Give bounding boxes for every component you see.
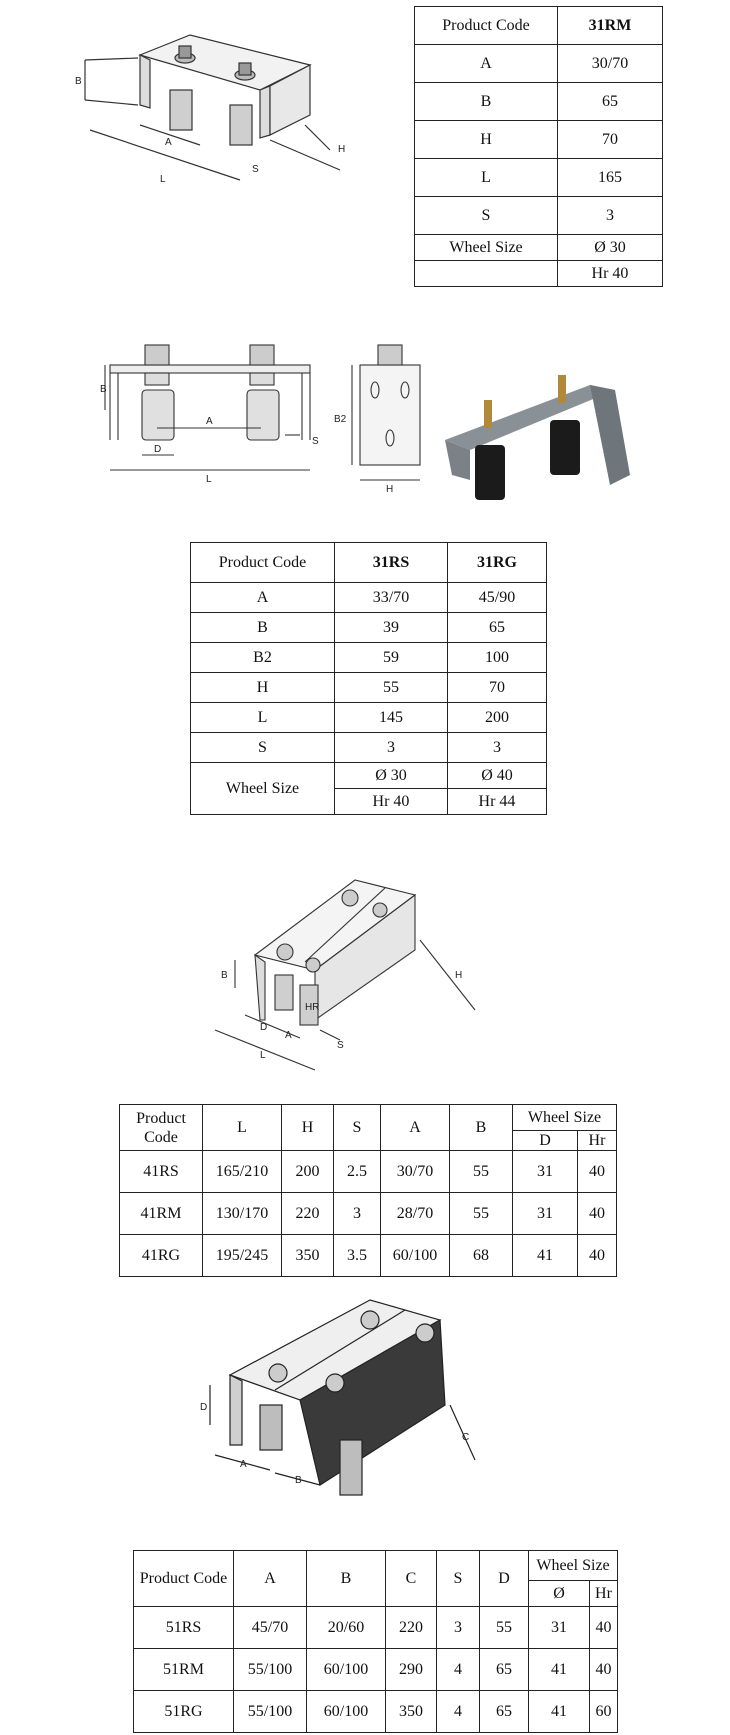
row-label: B (191, 613, 335, 643)
cell-s: 2.5 (334, 1151, 381, 1193)
cell-a: 45/70 (234, 1607, 307, 1649)
wheel-size-empty (415, 261, 558, 287)
cell-d: 41 (513, 1235, 578, 1277)
spec-table-41-series (119, 1104, 617, 1277)
label-b: B (100, 384, 107, 395)
value-31rg: 45/90 (448, 583, 547, 613)
row-label: L (191, 703, 335, 733)
value-31rg: 65 (448, 613, 547, 643)
cell-hr: 40 (578, 1235, 617, 1277)
header-31rm: 31RM (558, 7, 663, 45)
label-b2: B2 (334, 414, 347, 425)
spec-table-51-series (133, 1550, 618, 1733)
wheel-hr-31rs: Hr 40 (335, 789, 448, 815)
row-label: B (415, 83, 558, 121)
header-31rg: 31RG (448, 543, 547, 583)
header-product-code: Product Code (191, 543, 335, 583)
row-label: H (415, 121, 558, 159)
header-d: D (480, 1551, 529, 1607)
cell-h: 220 (282, 1193, 334, 1235)
row-value: 70 (558, 121, 663, 159)
row-value: 165 (558, 159, 663, 197)
cell-code: 41RG (120, 1235, 203, 1277)
cell-s: 4 (437, 1649, 480, 1691)
header-s: S (437, 1551, 480, 1607)
label-a: A (285, 1030, 292, 1041)
51-series-isometric-drawing (200, 1295, 500, 1525)
cell-b: 60/100 (307, 1649, 386, 1691)
spec-table-31rs-31rg (190, 542, 547, 815)
label-b: B (295, 1475, 302, 1486)
value-31rg: 200 (448, 703, 547, 733)
header-hr: Hr (590, 1581, 618, 1607)
cell-hr: 40 (590, 1649, 618, 1691)
row-value: 30/70 (558, 45, 663, 83)
cell-d: 31 (513, 1151, 578, 1193)
row-label: A (191, 583, 335, 613)
value-31rs: 59 (335, 643, 448, 673)
cell-h: 200 (282, 1151, 334, 1193)
header-31rs: 31RS (335, 543, 448, 583)
cell-l: 165/210 (203, 1151, 282, 1193)
cell-l: 195/245 (203, 1235, 282, 1277)
cell-s: 4 (437, 1691, 480, 1733)
label-b: B (75, 76, 82, 87)
cell-b: 55 (450, 1151, 513, 1193)
wheel-size-label: Wheel Size (415, 235, 558, 261)
label-a: A (165, 137, 172, 148)
row-label: B2 (191, 643, 335, 673)
cell-d: 55 (480, 1607, 529, 1649)
row-label: A (415, 45, 558, 83)
cell-a: 28/70 (381, 1193, 450, 1235)
row-label: S (415, 197, 558, 235)
label-d: D (154, 444, 162, 455)
value-31rs: 39 (335, 613, 448, 643)
row-label: H (191, 673, 335, 703)
value-31rg: 3 (448, 733, 547, 763)
cell-code: 51RM (134, 1649, 234, 1691)
label-s: S (337, 1040, 344, 1051)
cell-hr: 40 (590, 1607, 618, 1649)
cell-l: 130/170 (203, 1193, 282, 1235)
wheel-diameter: Ø 30 (558, 235, 663, 261)
row-label: S (191, 733, 335, 763)
cell-a: 60/100 (381, 1235, 450, 1277)
header-product-code: Product Code (120, 1105, 203, 1151)
header-c: C (386, 1551, 437, 1607)
header-a: A (234, 1551, 307, 1607)
header-diameter: Ø (529, 1581, 590, 1607)
value-31rs: 3 (335, 733, 448, 763)
cell-code: 41RS (120, 1151, 203, 1193)
spec-table-31rm (414, 6, 663, 287)
label-l: L (206, 474, 212, 485)
cell-b: 55 (450, 1193, 513, 1235)
31rs-31rg-front-drawing (100, 340, 330, 490)
cell-a: 30/70 (381, 1151, 450, 1193)
header-d: D (513, 1131, 578, 1151)
label-l: L (160, 174, 166, 185)
cell-code: 51RG (134, 1691, 234, 1733)
value-31rs: 55 (335, 673, 448, 703)
cell-diameter: 41 (529, 1649, 590, 1691)
cell-s: 3.5 (334, 1235, 381, 1277)
label-a: A (240, 1459, 247, 1470)
header-product-code: Product Code (415, 7, 558, 45)
label-d: D (260, 1022, 268, 1033)
cell-c: 290 (386, 1649, 437, 1691)
label-b: B (221, 970, 228, 981)
label-l: L (260, 1050, 266, 1061)
31rm-isometric-drawing (60, 20, 390, 210)
header-hr: Hr (578, 1131, 617, 1151)
label-h: H (386, 484, 394, 495)
label-h: H (455, 970, 463, 981)
cell-b: 68 (450, 1235, 513, 1277)
header-wheel-size: Wheel Size (529, 1551, 618, 1581)
label-h: H (338, 144, 346, 155)
value-31rg: 100 (448, 643, 547, 673)
cell-d: 31 (513, 1193, 578, 1235)
label-c: C (462, 1432, 470, 1443)
41-series-isometric-drawing (205, 870, 505, 1085)
wheel-diameter-31rg: Ø 40 (448, 763, 547, 789)
cell-d: 65 (480, 1649, 529, 1691)
header-a: A (381, 1105, 450, 1151)
cell-c: 220 (386, 1607, 437, 1649)
cell-diameter: 41 (529, 1691, 590, 1733)
cell-b: 60/100 (307, 1691, 386, 1733)
31rs-31rg-product-photo (440, 365, 645, 515)
cell-d: 65 (480, 1691, 529, 1733)
cell-h: 350 (282, 1235, 334, 1277)
cell-s: 3 (334, 1193, 381, 1235)
header-s: S (334, 1105, 381, 1151)
label-hr: HR (305, 1002, 320, 1013)
cell-a: 55/100 (234, 1649, 307, 1691)
wheel-hr: Hr 40 (558, 261, 663, 287)
cell-c: 350 (386, 1691, 437, 1733)
row-value: 3 (558, 197, 663, 235)
cell-b: 20/60 (307, 1607, 386, 1649)
label-s: S (312, 436, 319, 447)
cell-code: 41RM (120, 1193, 203, 1235)
31rs-31rg-side-drawing (330, 340, 440, 495)
wheel-hr-31rg: Hr 44 (448, 789, 547, 815)
value-31rs: 145 (335, 703, 448, 733)
cell-hr: 40 (578, 1193, 617, 1235)
cell-s: 3 (437, 1607, 480, 1649)
value-31rg: 70 (448, 673, 547, 703)
cell-code: 51RS (134, 1607, 234, 1649)
header-l: L (203, 1105, 282, 1151)
wheel-diameter-31rs: Ø 30 (335, 763, 448, 789)
cell-hr: 60 (590, 1691, 618, 1733)
header-b: B (450, 1105, 513, 1151)
label-s: S (252, 164, 259, 175)
cell-a: 55/100 (234, 1691, 307, 1733)
row-value: 65 (558, 83, 663, 121)
row-label: L (415, 159, 558, 197)
header-h: H (282, 1105, 334, 1151)
header-b: B (307, 1551, 386, 1607)
cell-hr: 40 (578, 1151, 617, 1193)
wheel-size-label: Wheel Size (191, 763, 335, 815)
label-a: A (206, 416, 213, 427)
label-d: D (200, 1402, 208, 1413)
header-wheel-size: Wheel Size (513, 1105, 617, 1131)
value-31rs: 33/70 (335, 583, 448, 613)
cell-diameter: 31 (529, 1607, 590, 1649)
header-product-code: Product Code (134, 1551, 234, 1607)
